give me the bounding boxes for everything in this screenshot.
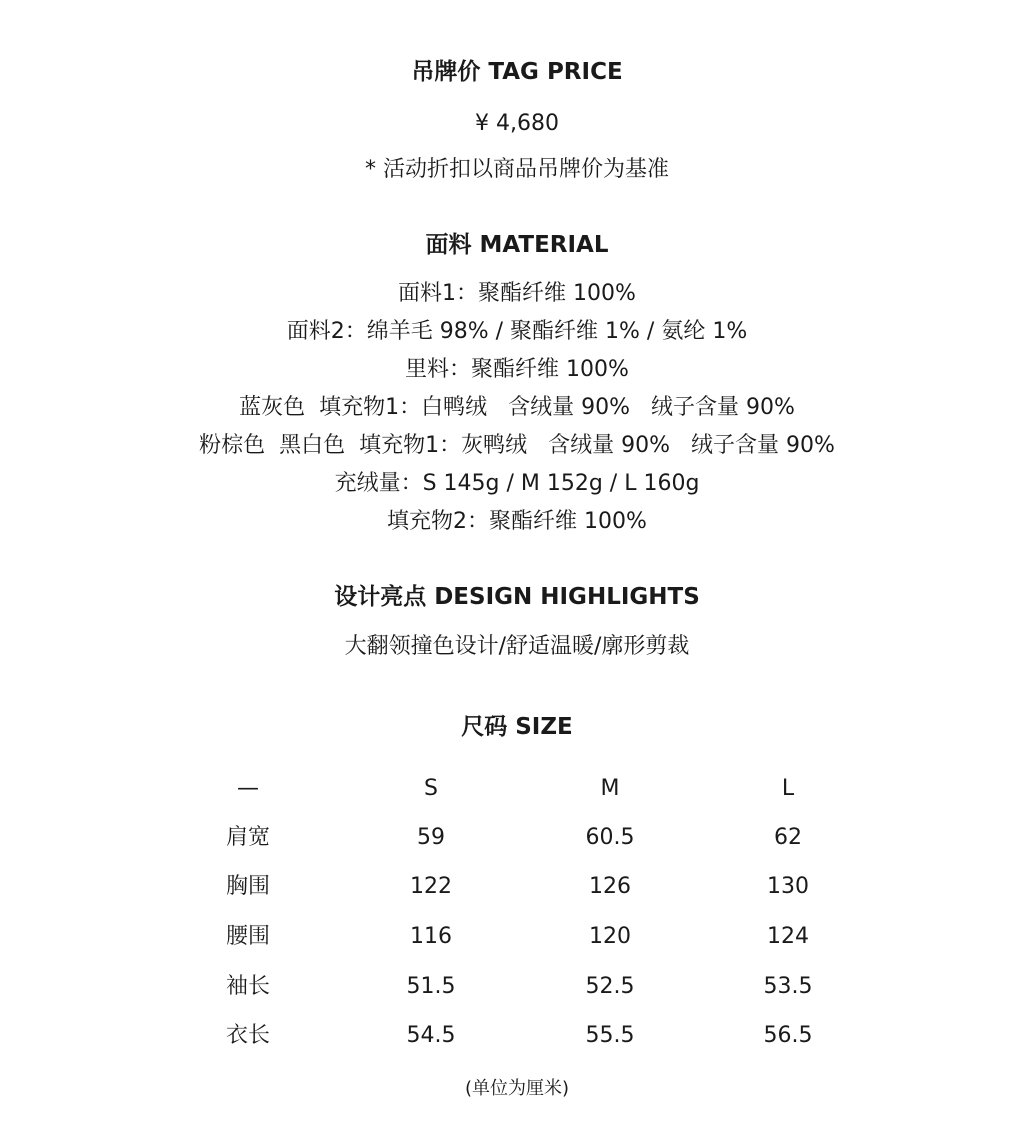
table-cell: 116 <box>410 924 452 949</box>
size-column-header: — <box>237 776 259 801</box>
size-column-header: M <box>600 776 620 801</box>
size-heading: 尺码 SIZE <box>461 714 573 740</box>
size-column-header: L <box>781 776 795 801</box>
table-cell: 120 <box>589 924 631 949</box>
table-cell: 肩宽 <box>225 825 270 850</box>
design-text: 大翻领撞色设计/舒适温暖/廓形剪裁 <box>344 634 690 659</box>
tag-price-value: ¥ 4,680 <box>475 111 559 136</box>
unit-note: (单位为厘米) <box>464 1078 570 1099</box>
table-cell: 52.5 <box>585 974 635 999</box>
table-cell: 122 <box>410 874 452 899</box>
table-cell: 袖长 <box>225 974 270 999</box>
table-cell: 53.5 <box>763 974 813 999</box>
material-line: 充绒量：S 145g / M 152g / L 160g <box>334 471 700 496</box>
table-cell: 胸围 <box>225 874 270 899</box>
table-cell: 腰围 <box>225 924 270 949</box>
tag-price-note: * 活动折扣以商品吊牌价为基准 <box>365 157 669 182</box>
table-cell: 59 <box>417 825 445 850</box>
material-line: 面料1：聚酯纤维 100% <box>398 281 636 306</box>
material-line: 蓝灰色 填充物1：白鸭绒 含绒量 90% 绒子含量 90% <box>239 395 795 420</box>
table-cell: 62 <box>774 825 802 850</box>
table-cell: 60.5 <box>585 825 635 850</box>
size-column-header: S <box>424 776 438 801</box>
table-cell: 126 <box>589 874 631 899</box>
material-line: 粉棕色 黑白色 填充物1：灰鸭绒 含绒量 90% 绒子含量 90% <box>199 433 835 458</box>
design-heading: 设计亮点 DESIGN HIGHLIGHTS <box>334 584 700 610</box>
material-line: 面料2：绵羊毛 98% / 聚酯纤维 1% / 氨纶 1% <box>286 319 748 344</box>
material-line: 填充物2：聚酯纤维 100% <box>387 509 647 534</box>
table-cell: 124 <box>767 924 809 949</box>
table-cell: 54.5 <box>406 1023 456 1048</box>
material-heading: 面料 MATERIAL <box>425 232 609 258</box>
table-cell: 衣长 <box>225 1023 270 1048</box>
table-cell: 56.5 <box>763 1023 813 1048</box>
tag-price-heading: 吊牌价 TAG PRICE <box>411 59 623 85</box>
table-cell: 55.5 <box>585 1023 635 1048</box>
table-cell: 51.5 <box>406 974 456 999</box>
table-cell: 130 <box>767 874 809 899</box>
material-line: 里料：聚酯纤维 100% <box>405 357 629 382</box>
